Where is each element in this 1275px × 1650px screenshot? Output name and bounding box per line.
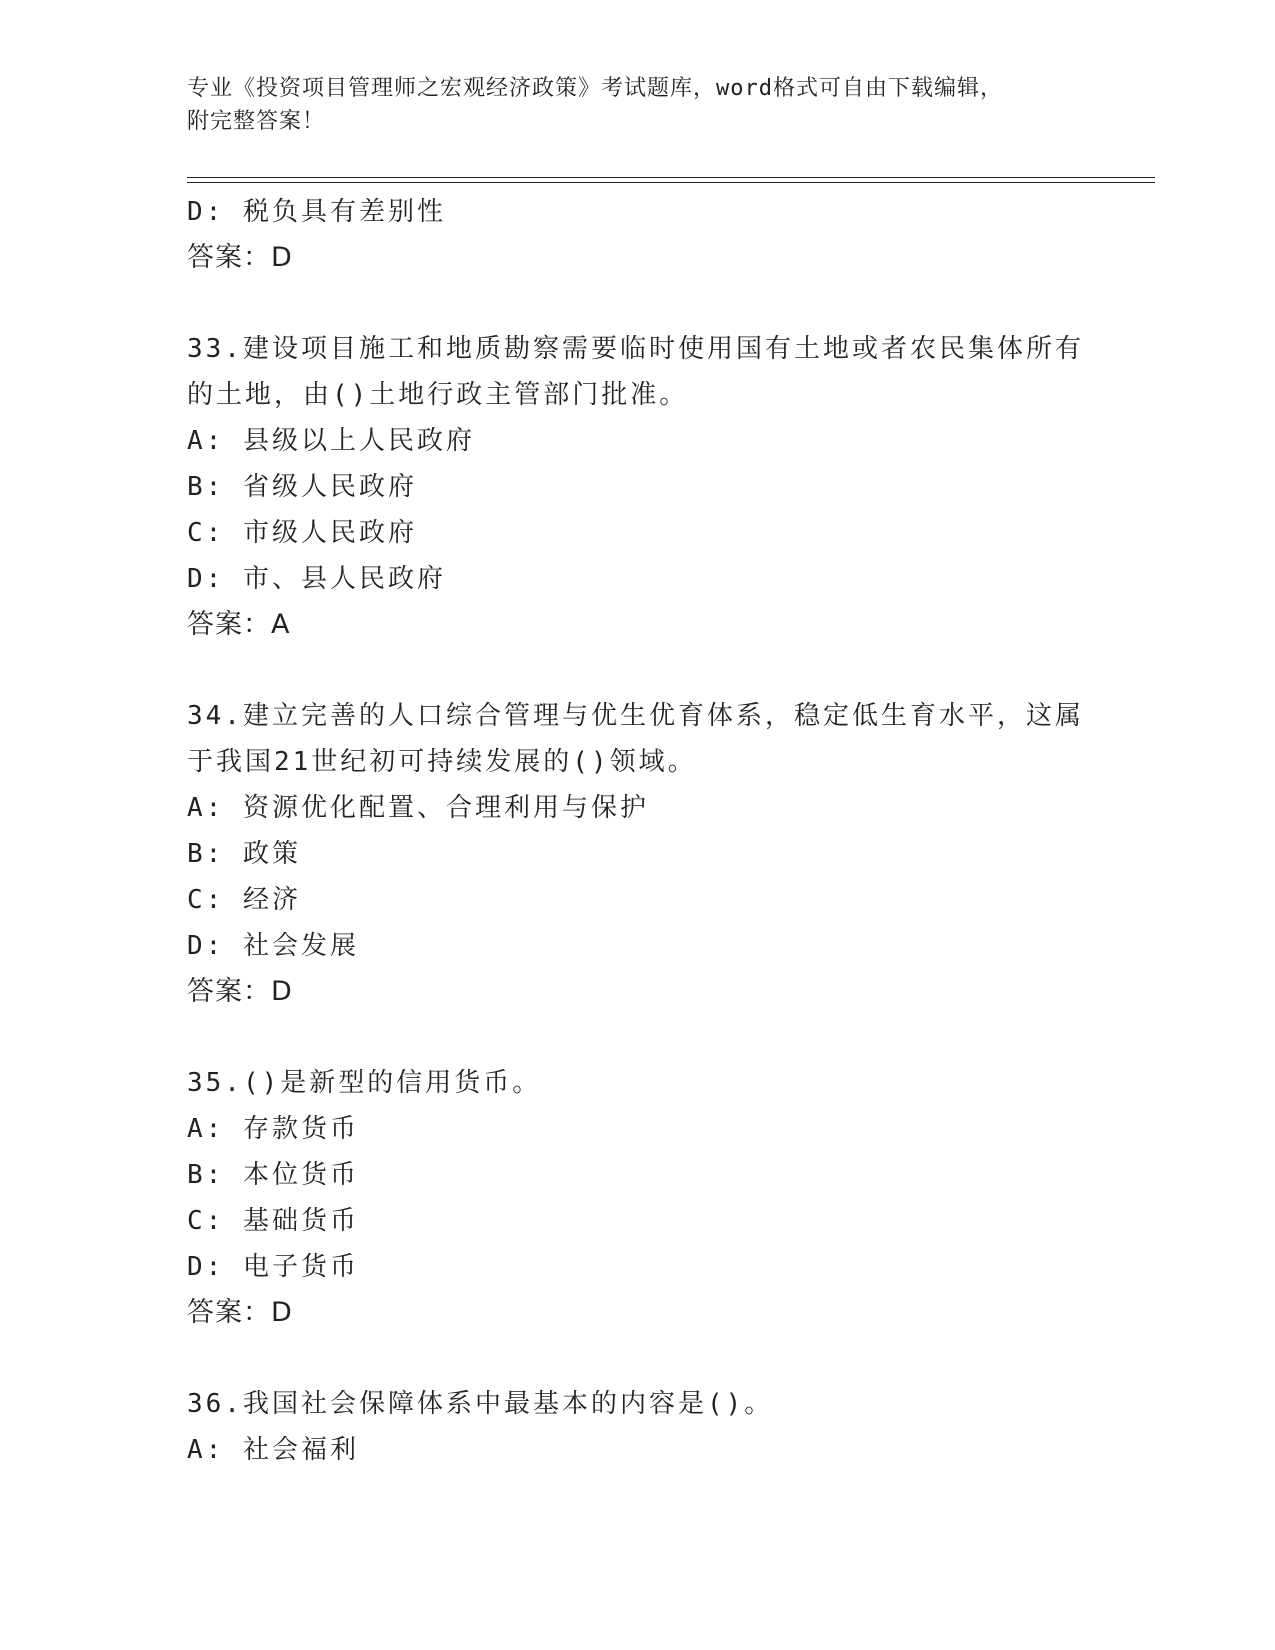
document-header	[187, 72, 1067, 138]
question-32-fragment	[187, 189, 1087, 281]
question-stem: 33.建设项目施工和地质勘察需要临时使用国有土地或者农民集体所有	[187, 334, 1084, 364]
answer: 答案：A	[187, 609, 291, 640]
option-d: D: 电子货币	[187, 1252, 359, 1282]
option-b: B: 本位货币	[187, 1160, 359, 1190]
answer: 答案：D	[187, 242, 293, 273]
option-a: A: 社会福利	[187, 1435, 359, 1465]
header-divider-bottom	[187, 182, 1155, 183]
option-a: A: 资源优化配置、合理利用与保护	[187, 793, 649, 823]
question-stem: 36.我国社会保障体系中最基本的内容是()。	[187, 1389, 774, 1419]
option-a: A: 存款货币	[187, 1114, 359, 1144]
option-b: B: 政策	[187, 839, 301, 869]
answer: 答案：D	[187, 976, 293, 1007]
option-c: C: 市级人民政府	[187, 518, 417, 548]
answer: 答案：D	[187, 1297, 293, 1328]
option-d: D: 社会发展	[187, 931, 359, 961]
question-stem: 35.()是新型的信用货币。	[187, 1068, 542, 1098]
question-35	[187, 1060, 1087, 1336]
question-stem: 34.建立完善的人口综合管理与优生优育体系，稳定低生育水平，这属	[187, 701, 1084, 731]
option-a: A: 县级以上人民政府	[187, 426, 475, 456]
header-divider-top	[187, 177, 1155, 178]
question-stem: 于我国21世纪初可持续发展的()领域。	[187, 747, 697, 777]
question-list	[187, 189, 1087, 1473]
question-33	[187, 326, 1087, 648]
question-34	[187, 693, 1087, 1015]
option-d: D: 市、县人民政府	[187, 564, 446, 594]
option-c: C: 基础货币	[187, 1206, 359, 1236]
question-36	[187, 1381, 1087, 1473]
option-c: C: 经济	[187, 885, 301, 915]
header-line-1: 专业《投资项目管理师之宏观经济政策》考试题库，word格式可自由下载编辑，	[187, 76, 1003, 101]
option-b: B: 省级人民政府	[187, 472, 417, 502]
option-d: D: 税负具有差别性	[187, 197, 446, 227]
header-line-2: 附完整答案！	[187, 109, 326, 134]
question-stem: 的土地，由()土地行政主管部门批准。	[187, 380, 689, 410]
